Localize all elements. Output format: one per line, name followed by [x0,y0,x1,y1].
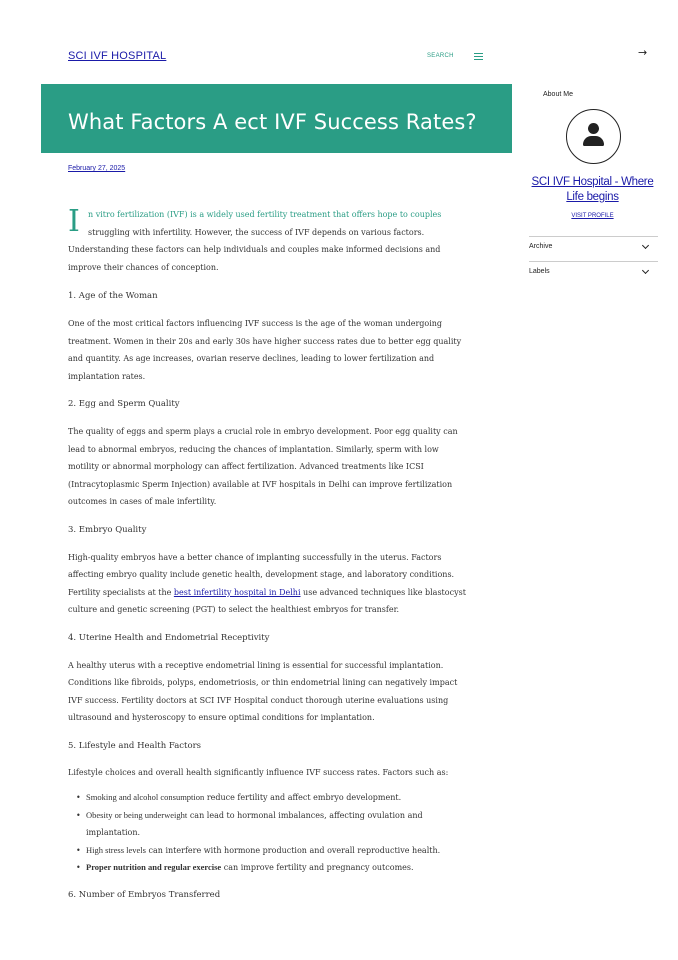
text-line: treatment. Women in their 20s and early 30s have higher success rates due to better egg quality [68,336,462,346]
list-item-text: reduce fertility and affect embryo development. [204,793,402,802]
post-title: What Factors A ect IVF Success Rates? [68,110,477,134]
list-item [76,789,478,807]
intro-line: improve their chances of conception. [68,262,219,272]
section-heading: 1. Age of the Woman [68,291,158,301]
text-fragment: Fertility specialists at the [68,587,174,597]
text-line: implantation rates. [68,371,146,381]
text-line: motility or abnormal morphology can affect fertilization. Advanced treatments like ICSI [68,462,424,471]
post-body [68,206,478,904]
section-paragraph [68,549,478,619]
person-icon[interactable] [566,109,621,164]
factor-list [68,789,478,877]
archive-label: Archive [529,243,553,250]
list-item-lead: High stress levels [86,844,146,855]
chevron-down-icon [642,242,649,249]
best-infertility-hospital-link[interactable]: best infertility hospital in Delhi [173,587,301,597]
site-title[interactable]: SCI IVF HOSPITAL [68,50,167,62]
text-line: affecting embryo quality include genetic health, development stage, and laboratory conditions. [68,570,455,579]
section-heading: 3. Embryo Quality [68,524,147,535]
intro-line: Understanding these factors can help individuals and couples make informed decisions and [68,245,441,254]
list-item-text: can interfere with hormone production and overall reproductive health. [145,845,441,855]
arrow-right-icon[interactable]: → [638,46,648,59]
list-item [76,859,478,877]
section-heading: 5. Lifestyle and Health Factors [68,740,201,751]
list-item-text: implantation. [86,828,141,837]
post-date[interactable]: February 27, 2025 [68,165,126,172]
text-line [68,584,478,602]
list-item-text: can improve fertility and pregnancy outcomes. [221,863,414,872]
text-line: and quantity. As age increases, ovarian reserve declines, leading to lower fertilization and [68,354,435,363]
list-item [76,807,478,842]
intro-line: n vitro fertilization (IVF) is a widely used fertility treatment that offers hope to couples [88,210,442,219]
profile-name-link[interactable]: SCI IVF Hospital - Where Life begins [531,176,654,203]
search-link[interactable]: SEARCH [427,53,454,59]
chevron-down-icon [642,267,649,274]
labels-label: Labels [529,268,550,275]
about-me-heading: About Me [543,91,573,98]
intro-line: struggling with infertility. However, the success of IVF depends on various factors. [88,227,425,237]
hamburger-icon[interactable] [474,53,483,60]
section-paragraph [68,423,478,511]
intro-paragraph [68,206,478,276]
list-item-text: can lead to hormonal imbalances, affecting ovulation and [187,810,423,820]
visit-profile-link[interactable]: VISIT PROFILE [571,213,614,219]
text-line: (Intracytoplasmic Sperm Injection) available at IVF hospitals in Delhi can improve fertilization [68,479,453,489]
text-line: ultrasound and hysteroscopy to ensure optimal conditions for implantation. [68,713,375,722]
text-line: The quality of eggs and sperm plays a crucial role in embryo development. Poor egg quality can [68,427,458,436]
archive-dropdown[interactable] [529,236,658,261]
text-line: culture and genetic screening (PGT) to select the healthiest embryos for transfer. [68,605,400,614]
text-line: High-quality embryos have a better chance of implanting successfully in the uterus. Factors [68,552,442,562]
section-paragraph [68,657,478,727]
dropcap: I [68,204,80,239]
labels-dropdown[interactable] [529,261,658,286]
text-line: Conditions like fibroids, polyps, endometriosis, or thin endometrial lining can negatively impact [68,678,458,687]
post-title-banner [41,84,512,153]
text-line: A healthy uterus with a receptive endometrial lining is essential for successful implantation. [68,660,444,670]
text-fragment: use advanced techniques like blastocyst [300,587,466,597]
section-paragraph [68,315,478,385]
text-line: outcomes in cases of male infertility. [68,497,217,506]
list-item-lead: Obesity or being underweight [86,809,188,820]
text-line: Lifestyle choices and overall health significantly influence IVF success rates. Factors such as: [68,767,449,777]
section-paragraph [68,764,478,782]
list-item-lead: Proper nutrition and regular exercise [86,862,222,872]
list-item [76,842,478,860]
section-heading: 4. Uterine Health and Endometrial Receptivity [68,632,270,643]
text-line: IVF success. Fertility doctors at SCI IVF Hospital conduct thorough uterine evaluations using [68,695,449,705]
list-item-lead: Smoking and alcohol consumption [86,792,205,802]
text-line: lead to abnormal embryos, reducing the chances of implantation. Similarly, sperm with low [68,444,439,454]
section-heading: 2. Egg and Sperm Quality [68,399,180,409]
text-line: One of the most critical factors influencing IVF success is the age of the woman undergoing [68,319,443,328]
section-heading: 6. Number of Embryos Transferred [68,889,221,900]
